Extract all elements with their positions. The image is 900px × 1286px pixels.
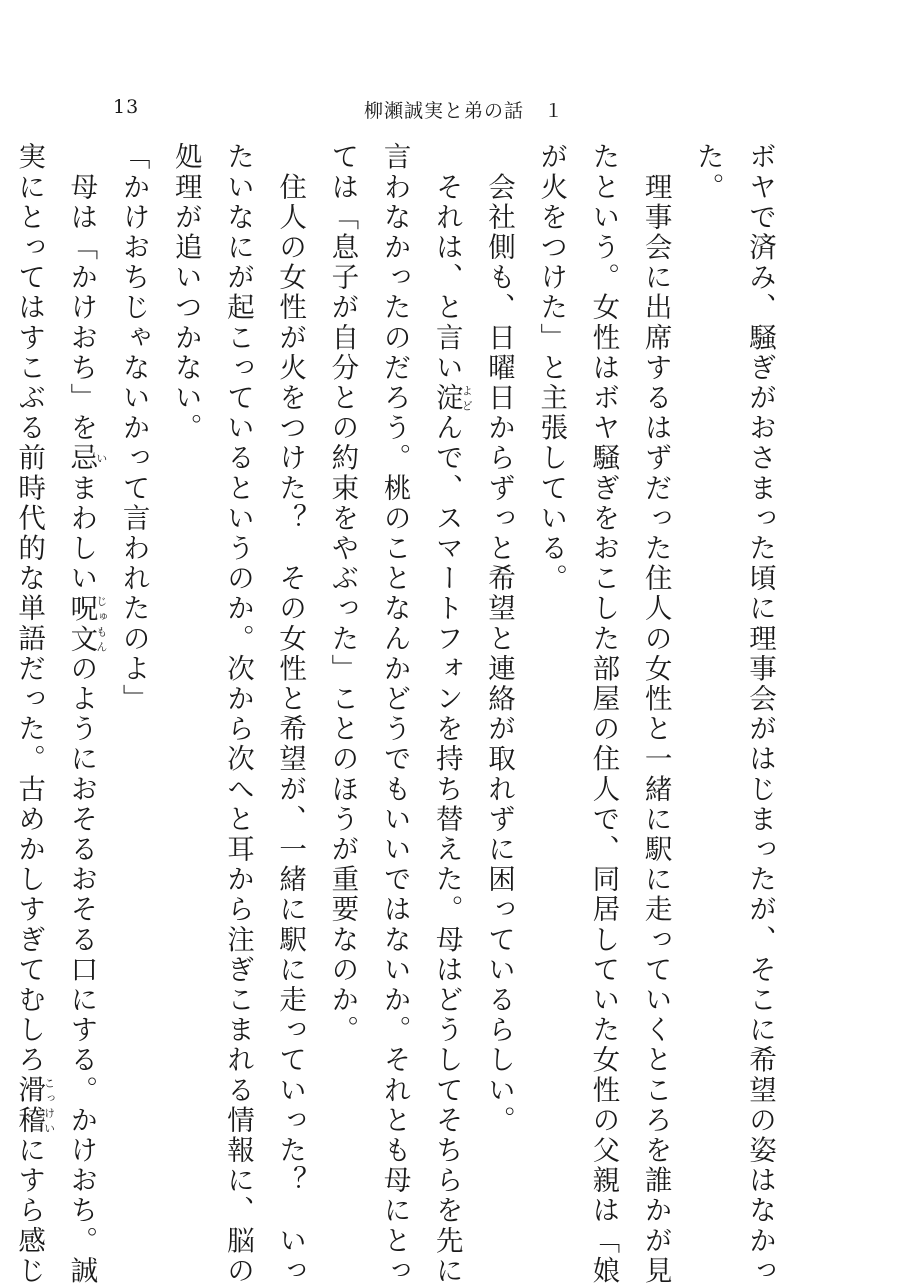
- running-head: 柳瀬誠実と弟の話 １: [364, 100, 565, 122]
- page-number: 13: [113, 96, 140, 118]
- ruby-reading: よど: [460, 382, 474, 413]
- text-line: それは、と言い淀よどんで、スマートフォンを持ち替えた。母はどうしてそちらを先に: [430, 142, 474, 1286]
- text-line: ボヤで済み、騒ぎがおさまった頃に理事会がはじまったが、そこに希望の姿はなかっ: [744, 142, 776, 1286]
- ruby-reading: こっけい: [42, 1075, 56, 1136]
- text-line: 住人の女性が火をつけた？ その女性と希望が、一緒に駅に走っていった？ いっ: [274, 142, 307, 1286]
- ruby-base: 忌: [65, 443, 98, 474]
- ruby-base: 淀: [430, 382, 463, 413]
- text-line: 「かけおちじゃないかって言われたのよ」: [117, 142, 150, 714]
- text-line: た。: [691, 142, 724, 203]
- ruby-annotation: [430, 382, 474, 413]
- text-line: たいなにが起こっているというのか。次から次へと耳から注ぎこまれる情報に、脳の: [221, 142, 254, 1286]
- text-line: 言わなかったのだろう。桃のことなんかどうでもいいではないか。それとも母にとっ: [378, 142, 411, 1286]
- ruby-base: 呪文: [65, 593, 98, 654]
- text-line: が火をつけた」と主張している。: [535, 142, 568, 594]
- text-line: 実にとってはすこぶる前時代的な単語だった。古めかしすぎてむしろ滑稽こっけいにすら感じ: [13, 142, 56, 1286]
- ruby-annotation: [13, 1075, 56, 1136]
- text-line: 会社側も、日曜日からずっと希望と連絡が取れずに困っているらしい。: [482, 142, 515, 1136]
- text-line: ては「息子が自分との約束をやぶった」ことのほうが重要なのか。: [326, 142, 359, 1045]
- text-line: 理事会に出席するはずだった住人の女性と一緒に駅に走っていくところを誰かが見: [639, 142, 672, 1286]
- body-text: [0, 142, 786, 1286]
- ruby-reading: い: [94, 443, 108, 474]
- ruby-annotation: [65, 593, 108, 654]
- ruby-annotation: [65, 443, 108, 474]
- text-line: 母は「かけおち」を忌いまわしい呪文じゅもんのようにおそるおそる口にする。かけおち。誠: [65, 142, 108, 1286]
- ruby-base: 滑稽: [13, 1075, 46, 1136]
- ruby-reading: じゅもん: [94, 593, 108, 654]
- text-line: 処理が追いつかない。: [169, 142, 202, 443]
- text-line: たという。女性はボヤ騒ぎをおこした部屋の住人で、同居していた女性の父親は「娘: [587, 142, 620, 1286]
